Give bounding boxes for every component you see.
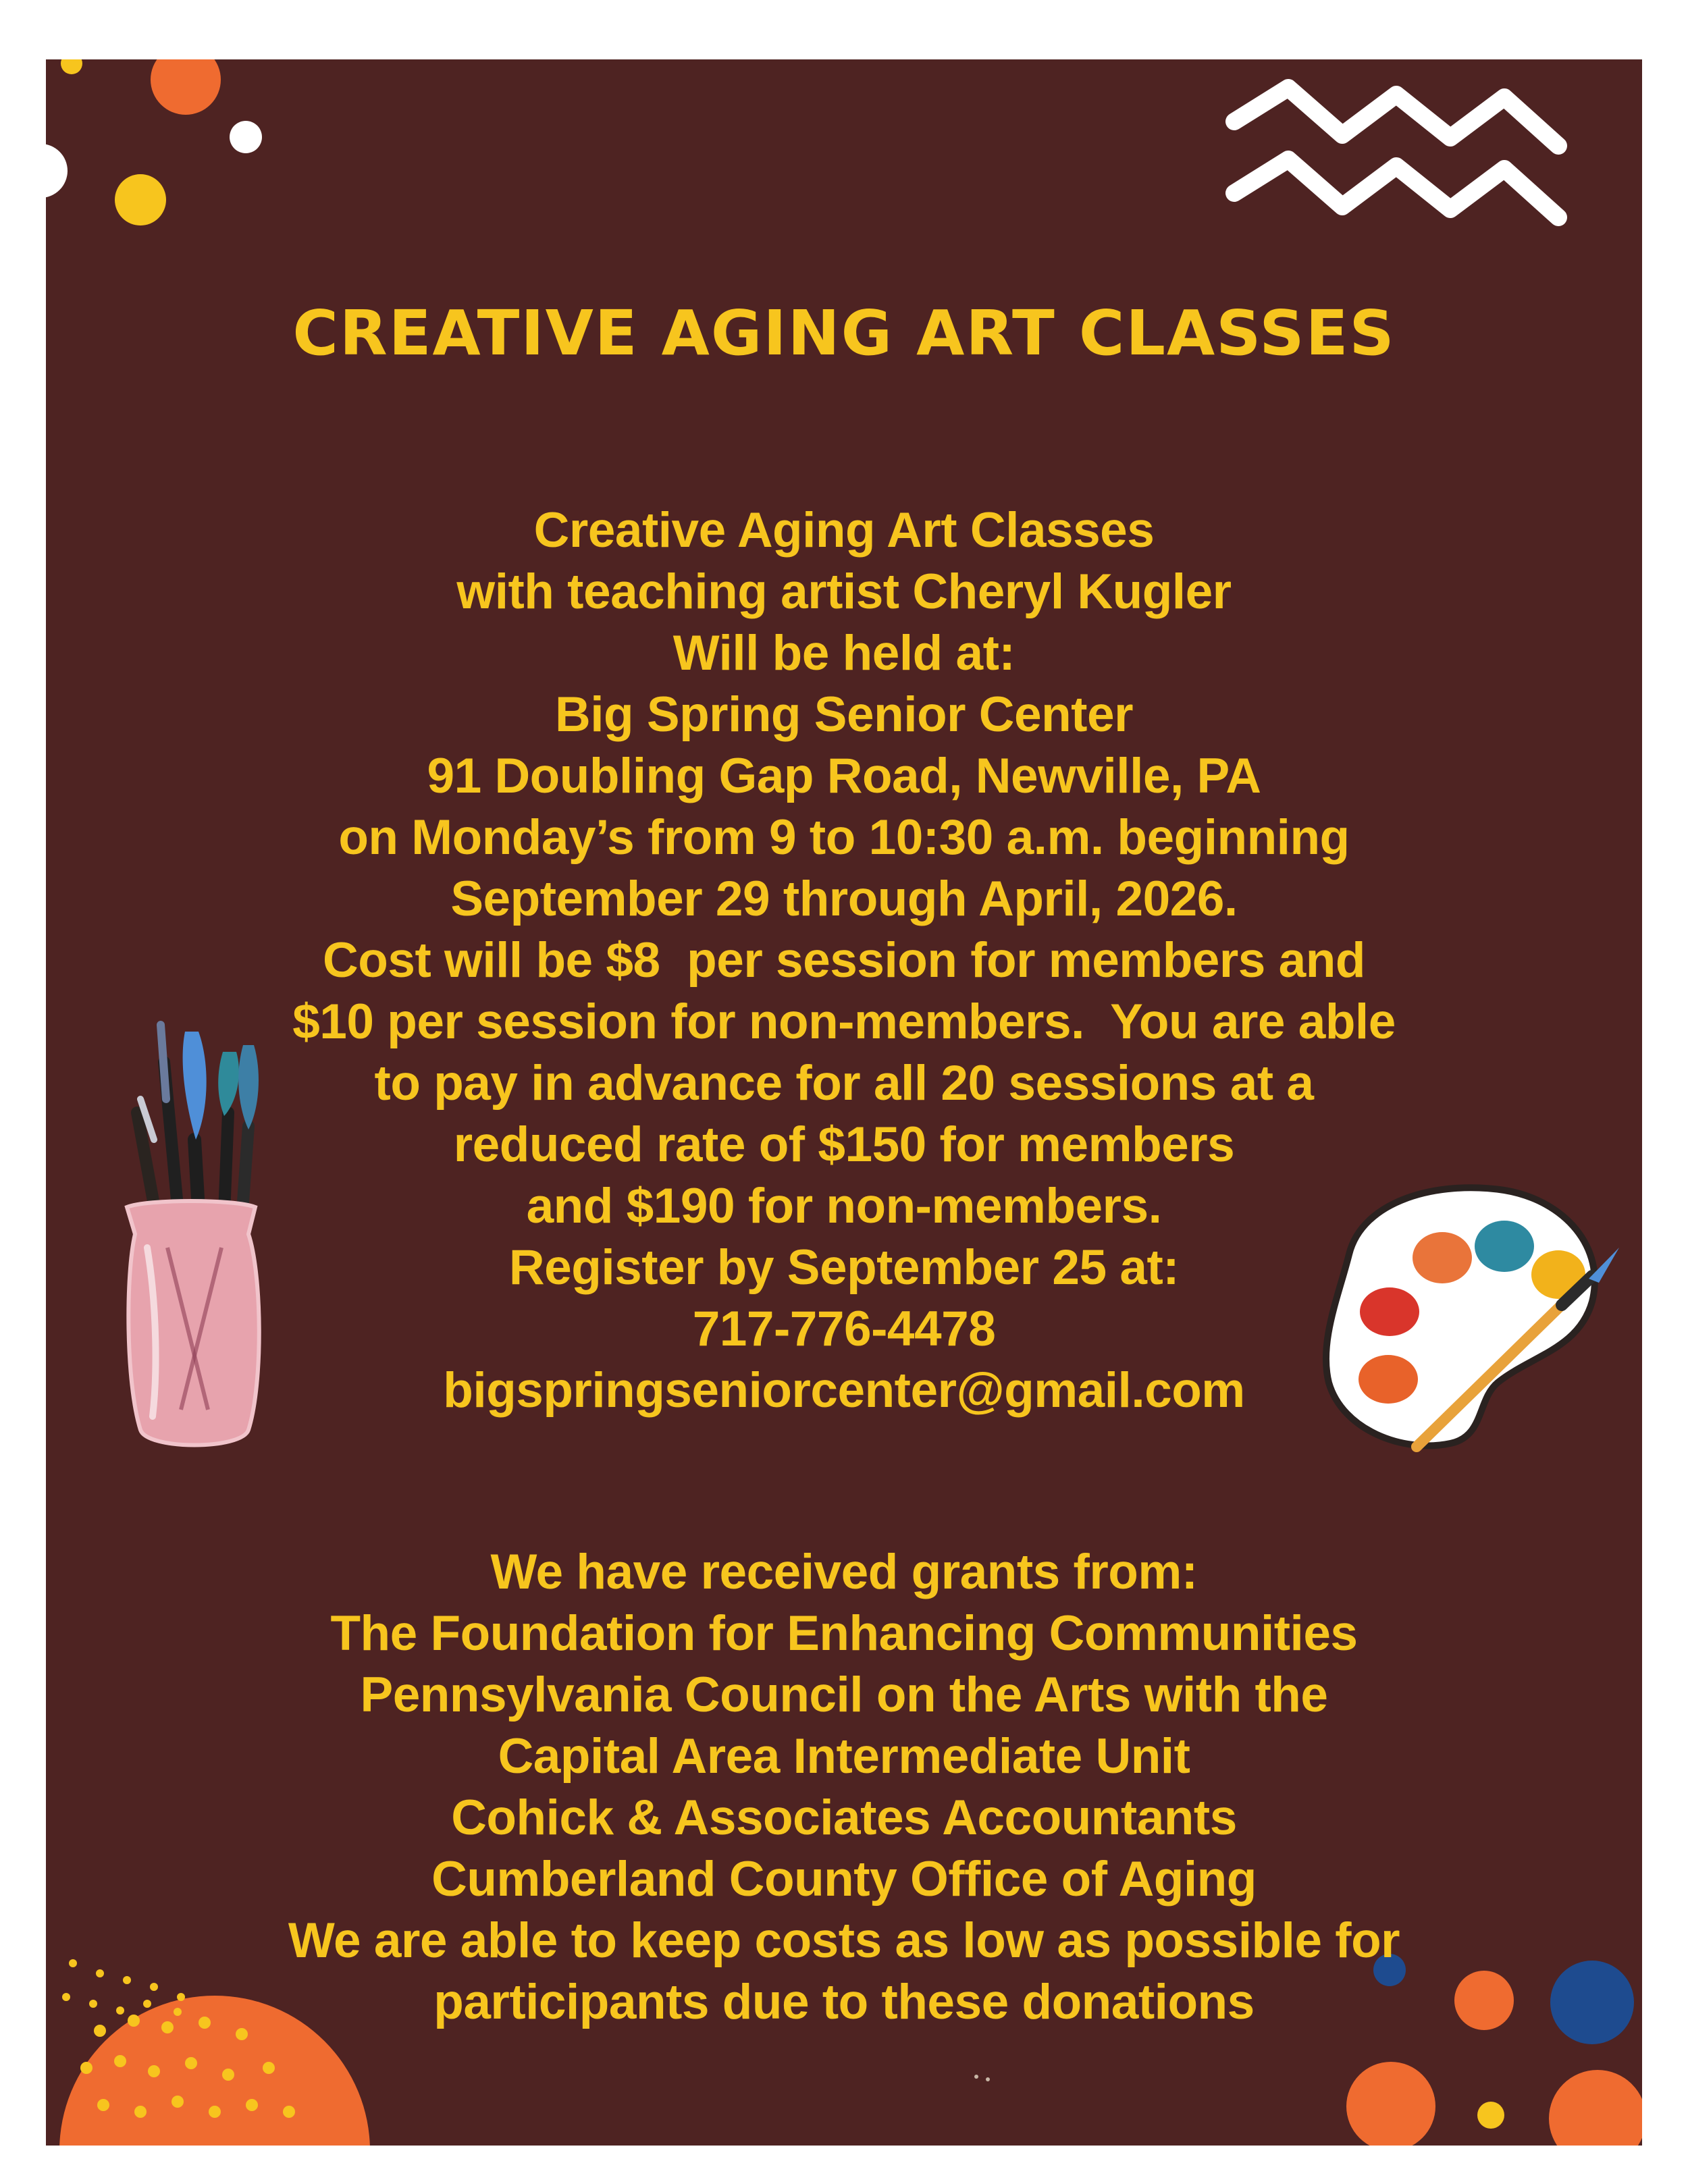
- grant-line: We are able to keep costs as low as possible for: [288, 1913, 1400, 1968]
- info-line: Register by September 25 at:: [508, 1240, 1180, 1295]
- info-line: $10 per session for non-members. You are able: [292, 994, 1396, 1049]
- orange-circle-decoration-4: [1549, 2070, 1642, 2146]
- flyer: [46, 59, 1642, 2146]
- email-address: bigspringseniorcenter@gmail.com: [443, 1363, 1245, 1418]
- grant-line: We have received grants from:: [490, 1545, 1198, 1599]
- grant-line: Cohick & Associates Accountants: [451, 1790, 1237, 1845]
- grants-info: [46, 1541, 1642, 2033]
- class-info: [46, 500, 1642, 1421]
- zigzag-lines-decoration: [1234, 88, 1558, 217]
- grant-line: The Foundation for Enhancing Communities: [330, 1606, 1358, 1661]
- phone-number: 717-776-4478: [692, 1302, 996, 1356]
- yellow-circle-decoration: [115, 174, 166, 225]
- info-line: reduced rate of $150 for members: [453, 1117, 1235, 1172]
- info-line: Creative Aging Art Classes: [533, 503, 1155, 558]
- info-line: Big Spring Senior Center: [555, 687, 1133, 742]
- yellow-dot-decoration-2: [1477, 2102, 1504, 2129]
- yellow-dot-decoration: [61, 59, 82, 74]
- info-line: 91 Doubling Gap Road, Newville, PA: [427, 749, 1261, 803]
- info-line: to pay in advance for all 20 sessions at a: [374, 1056, 1314, 1111]
- grant-line: Cumberland County Office of Aging: [431, 1852, 1257, 1907]
- white-half-circle-decoration: [46, 144, 68, 198]
- info-line: and $190 for non-members.: [526, 1179, 1162, 1233]
- orange-circle-decoration-3: [1346, 2062, 1435, 2146]
- info-line: with teaching artist Cheryl Kugler: [456, 564, 1232, 619]
- grant-line: Pennsylvania Council on the Arts with the: [360, 1668, 1328, 1722]
- orange-circle-decoration: [151, 59, 221, 115]
- flyer-title: CREATIVE AGING ART CLASSES: [292, 297, 1396, 369]
- info-line: Cost will be $8 per session for members and: [323, 933, 1365, 988]
- info-line: Will be held at:: [672, 626, 1016, 681]
- grant-line: participants due to these donations: [433, 1975, 1255, 2029]
- info-line: on Monday’s from 9 to 10:30 a.m. beginning: [338, 810, 1350, 865]
- white-dot-decoration: [230, 121, 262, 153]
- grant-line: Capital Area Intermediate Unit: [498, 1729, 1190, 1784]
- info-line: September 29 through April, 2026.: [450, 872, 1238, 926]
